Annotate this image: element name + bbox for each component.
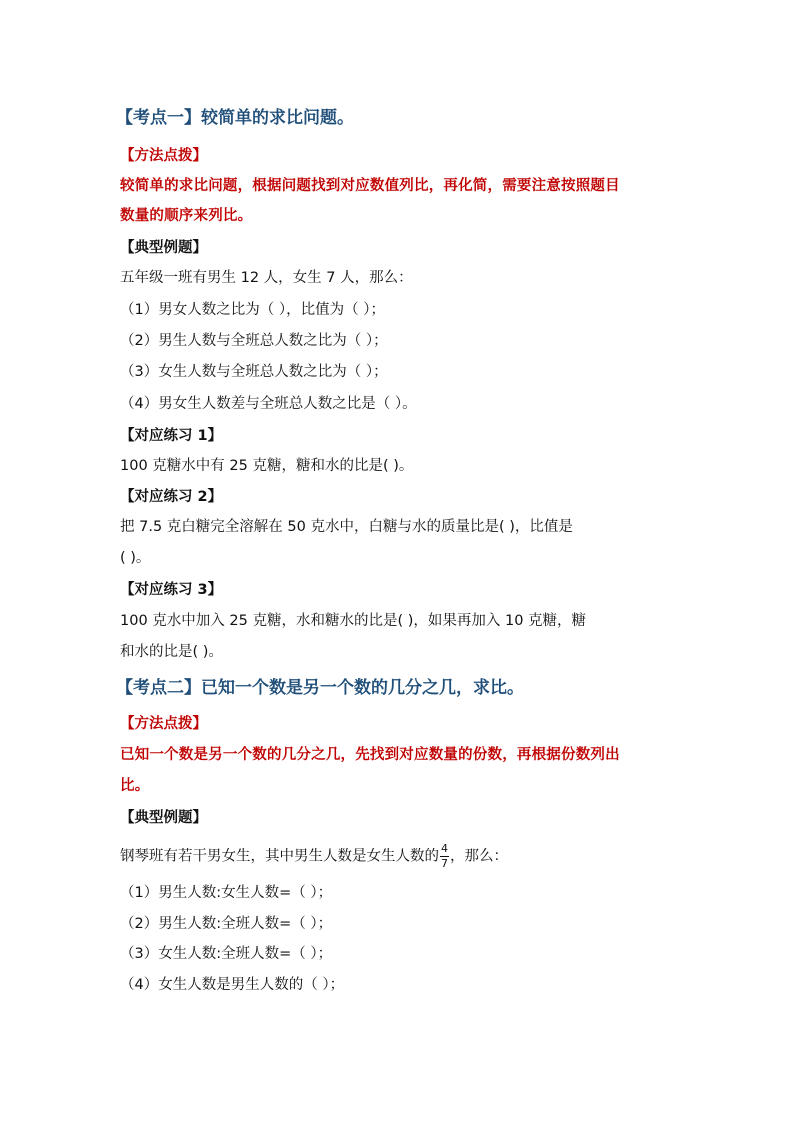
fraction <box>440 843 449 870</box>
exercise3-text-line2: 和水的比是( )。 <box>120 644 223 660</box>
exercise2-text-line2: ( )。 <box>120 550 151 566</box>
section2-method-tag: 【方法点拨】 <box>120 716 207 732</box>
section2-question-1: （1）男生人数:女生人数=（ ）； <box>120 885 333 901</box>
section2-method-line1: 已知一个数是另一个数的几分之几，先找到对应数量的份数，再根据份数列出 <box>120 747 620 763</box>
fraction-numerator: 4 <box>441 842 448 855</box>
exercise1-text: 100 克糖水中有 25 克糖，糖和水的比是( )。 <box>120 458 414 474</box>
fraction-denominator: 7 <box>441 857 448 870</box>
section2-question-4: （4）女生人数是男生人数的（ ）； <box>120 977 345 993</box>
section2-method-line2: 比。 <box>120 778 150 794</box>
exercise3-text-line1: 100 克水中加入 25 克糖，水和糖水的比是( )，如果再加入 10 克糖，糖 <box>120 613 587 629</box>
section2-example-intro <box>120 843 508 870</box>
section1-method-tag: 【方法点拨】 <box>120 148 207 164</box>
exercise2-text-line1: 把 7.5 克白糖完全溶解在 50 克水中，白糖与水的质量比是( )，比值是 <box>120 519 573 535</box>
section1-heading: 【考点一】较简单的求比问题。 <box>116 108 354 128</box>
section2-example-tag: 【典型例题】 <box>120 810 207 826</box>
section1-question-3: （3）女生人数与全班总人数之比为（ ）； <box>120 364 388 380</box>
section1-method-line2: 数量的顺序来列比。 <box>120 208 253 224</box>
section1-question-4: （4）男女生人数差与全班总人数之比是（ ）。 <box>120 396 417 412</box>
exercise2-tag: 【对应练习 2】 <box>120 489 223 505</box>
section2-question-2: （2）男生人数:全班人数=（ ）； <box>120 916 333 932</box>
exercise1-tag: 【对应练习 1】 <box>120 428 223 444</box>
section2-example-intro-pre: 钢琴班有若干男女生，其中男生人数是女生人数的 <box>120 848 439 865</box>
section1-question-2: （2）男生人数与全班总人数之比为（ ）； <box>120 333 388 349</box>
exercise3-tag: 【对应练习 3】 <box>120 582 223 598</box>
section1-example-intro: 五年级一班有男生 12 人，女生 7 人，那么： <box>120 270 413 286</box>
section2-heading: 【考点二】已知一个数是另一个数的几分之几，求比。 <box>116 678 524 698</box>
section1-example-tag: 【典型例题】 <box>120 240 207 256</box>
section1-question-1: （1）男女人数之比为（ ），比值为（ ）； <box>120 302 385 318</box>
section2-question-3: （3）女生人数:全班人数=（ ）； <box>120 946 333 962</box>
section1-method-line1: 较简单的求比问题，根据问题找到对应数值列比，再化简，需要注意按照题目 <box>120 178 620 194</box>
section2-example-intro-post: ，那么： <box>450 848 508 865</box>
